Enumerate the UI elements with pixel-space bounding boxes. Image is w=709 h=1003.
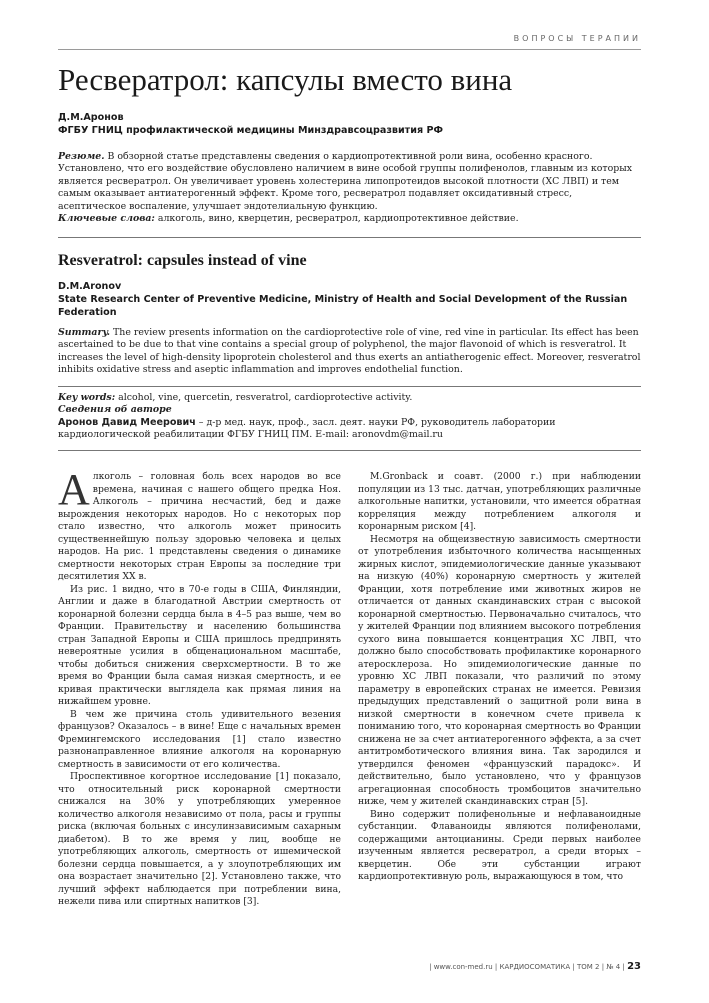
author-ru: Д.М.Аронов xyxy=(58,112,124,123)
keywords-and-author-info xyxy=(58,392,643,442)
paragraph: Несмотря на общеизвестную зависимость смертности от употребления избыточного количества насыщенных жирных кислот, эпидемиологические данные указывают на низкую (40%) коронарную смертность у жителей Франции, хотя потребление ими животных жиров не отличается от данных скандинавских стран с высокой коронарной смертностью. Первоначально считалось, что у жителей Франции под влиянием высокого потребления сухого вина повышается концентрация ХС ЛВП, что должно было способствовать профилактике коронарного атеросклероза. Но эпидемиологические данные по уровню ХС ЛВП показали, что различий по этому параметру в европейских странах не имеется. Ревизия предыдущих представлений о защитной роли вина в низкой смертности в конечном счете привела к пониманию того, что коронарная смертность во Франции снижена не за счет антиатерогенного эффекта, а за счет антитромботического влияния вина. Так зародился и утвердился феномен «французский парадокс». И действительно, было установлено, что у французов агрегационная способность тромбоцитов значительно ниже, чем у жителей скандинавских стран [5]. xyxy=(358,533,641,807)
article-title-ru: Ресвератрол: капсулы вместо вина xyxy=(58,62,513,97)
section-divider-3 xyxy=(58,450,641,451)
footer-text: | www.con-med.ru | КАРДИОСОМАТИКА | ТОМ 2 | № 4 | xyxy=(429,963,625,971)
paragraph: Проспективное когортное исследование [1] показало, что относительный риск коронарной смертности снижался на 30% у употребляющих умеренное количество алкоголя независимо от пола, расы и группы риска (включая больных с инсулинзависимым сахарным диабетом). В то же время у лиц, вообще не употребляющих алкоголь, смертность от ишемической болезни сердца повышается, а у злоупотребляющих им она возрастает значительно [2]. Установлено также, что лучший эффект наблюдается при потреблении вина, нежели пива или спиртных напитков [3]. xyxy=(58,771,341,907)
article-title-en: Resveratrol: capsules instead of vine xyxy=(58,252,307,269)
drop-cap: А xyxy=(58,465,90,514)
keywords-label-ru: Ключевые слова: xyxy=(58,213,155,225)
body-column-right xyxy=(358,471,641,884)
page-footer xyxy=(429,961,641,972)
author-info-name: Аронов Давид Меерович xyxy=(58,416,196,428)
summary-text-en: The review presents information on the cardioprotective role of vine, red vine in particular. Its effect has been ascertained to be due to that vine contains a special group of polyphenol, the major flavonoid of which is resveratrol. It increases the level of high-density lipoprotein cholesterol and thus exerts an antiatherogenic effect. Moreover, resveratrol inhibits oxidative stress and aseptic inflammation and improves endothelial function. xyxy=(58,327,641,376)
keywords-text-en: alcohol, vine, quercetin, resveratrol, cardioprotective activity. xyxy=(115,392,413,403)
paragraph: M.Gronback и соавт. (2000 г.) при наблюдении популяции из 13 тыс. датчан, употребляющих различные алкогольные напитки, установили, что имеется обратная корреляция между потреблением алкоголя и коронарным риском [4]. xyxy=(358,471,641,532)
paragraph: Алкоголь – головная боль всех народов во все времена, начиная с нашего общего предка Ноя. Алкоголь – причина несчастий, бед и даже вырождения некоторых народов. Но с некоторых пор стало известно, что алкоголь может приносить существеннейшую пользу здоровью человека и целых народов. На рис. 1 представлены сведения о динамике смертности некоторых стран Европы за последние три десятилетия XX в. xyxy=(58,465,341,582)
section-divider-2 xyxy=(58,386,641,387)
paragraph: Вино содержит полифенольные и нефлаваноидные субстанции. Флаваноиды являются полифенолами, содержащими антоцианины. Среди первых наиболее изученным является ресвератрол, а среди вторых – кверцетин. Обе эти субстанции играют кардиопротективную роль, выражающуюся в том, что xyxy=(358,808,641,882)
summary-label-en: Summary. xyxy=(58,327,111,338)
paragraph: Из рис. 1 видно, что в 70-е годы в США, Финляндии, Англии и даже в благодатной Австрии смертность от коронарной болезни сердца была в 4–5 раз выше, чем во Франции. Правительству и населению большинства стран Западной Европы и США пришлось предпринять невероятные усилия в общенациональном масштабе, чтобы добиться снижения сверхсмертности. В то же время во Франции была самая низкая смертность, и ее кривая практически выглядела как прямая линия на нижайшем уровне. xyxy=(58,583,341,707)
abstract-ru xyxy=(58,151,643,225)
summary-label-ru: Резюме. xyxy=(58,151,105,162)
author-en: D.M.Aronov xyxy=(58,281,122,292)
author-info-label: Сведения об авторе xyxy=(58,404,172,416)
affiliation-en: State Research Center of Preventive Medicine, Ministry of Health and Social Development of the Russian Federation xyxy=(58,294,628,318)
section-divider xyxy=(58,237,641,238)
paragraph: В чем же причина столь удивительного везения французов? Оказалось – в вине! Еще с начальных времен Фремингемского исследования [1] стало известно разнонаправленное влияние алкоголя на коронарную смертность в зависимости от его количества. xyxy=(58,708,341,770)
affiliation-ru: ФГБУ ГНИЦ профилактической медицины Минздравсоцразвития РФ xyxy=(58,125,444,136)
body-column-left xyxy=(58,465,341,909)
header-rule xyxy=(58,49,641,50)
author-info-text: – д-р мед. наук, проф., засл. деят. науки РФ, руководитель лаборатории кардиологической реабилитации ФГБУ ГНИЦ ПМ. E-mail: aronovdm@mail.ru xyxy=(58,416,556,441)
summary-text-ru: В обзорной статье представлены сведения о кардиопротективной роли вина, особенно красного. Установлено, что его воздействие обусловлено наличием в вине особой группы полифенолов, главным из которых является ресвератрол. Он увеличивает уровень холестерина липопротеидов высокой плотности (ХС ЛВП) и тем самым оказывает антиатерогенный эффект. Кроме того, ресвератрол подавляет оксидативный стресс, асептическое воспаление, улучшает эндотелиальную функцию. xyxy=(58,151,632,212)
keywords-label-en: Key words: xyxy=(58,392,116,403)
abstract-en xyxy=(58,327,643,377)
keywords-text-ru: алкоголь, вино, кверцетин, ресвератрол, кардиопротективное действие. xyxy=(154,213,519,225)
page-number: 23 xyxy=(627,961,641,972)
section-rubric: ВОПРОСЫ ТЕРАПИИ xyxy=(513,34,641,43)
